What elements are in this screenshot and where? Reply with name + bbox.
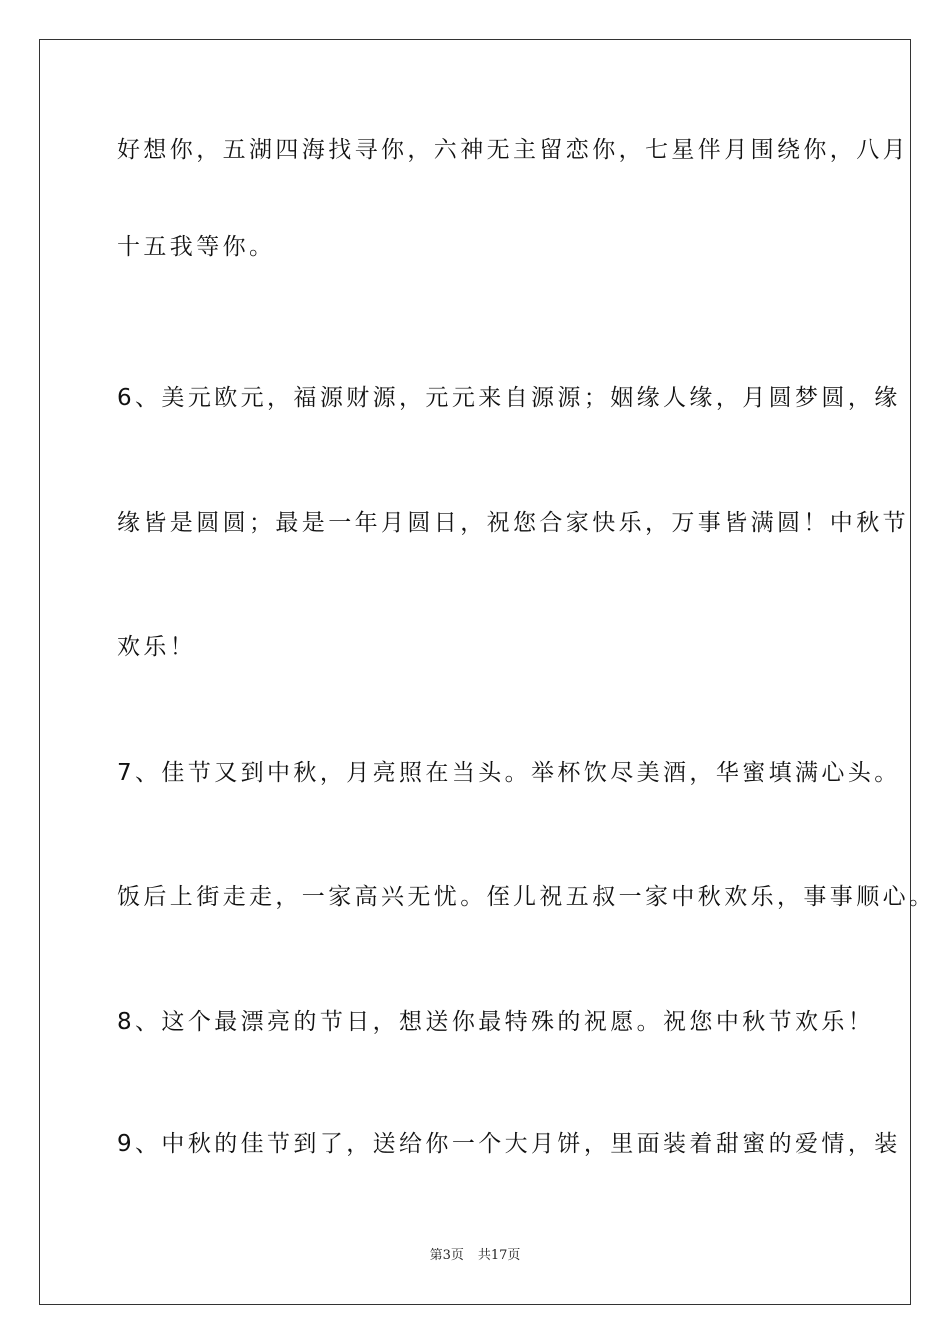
text-line-5: 欢乐！: [117, 634, 197, 660]
text-line-2: 十五我等你。: [117, 234, 276, 260]
text-line-8: 8、这个最漂亮的节日，想送你最特殊的祝愿。祝您中秋节欢乐！: [117, 1009, 875, 1035]
text-line-3: 6、美元欧元，福源财源，元元来自源源；姻缘人缘，月圆梦圆，缘: [117, 385, 901, 411]
text-line-1: 好想你，五湖四海找寻你，六神无主留恋你，七星伴月围绕你，八月: [117, 137, 909, 163]
total-pages-label: 共17页: [477, 1248, 521, 1263]
text-line-4: 缘皆是圆圆；最是一年月圆日，祝您合家快乐，万事皆满圆！中秋节: [117, 510, 909, 536]
current-page-label: 第3页: [429, 1248, 464, 1263]
page-frame: [39, 39, 911, 1305]
text-line-9: 9、中秋的佳节到了，送给你一个大月饼，里面装着甜蜜的爱情，装: [117, 1131, 901, 1157]
page-footer: [0, 1249, 950, 1262]
text-line-6: 7、佳节又到中秋，月亮照在当头。举杯饮尽美酒，华蜜填满心头。: [117, 760, 901, 786]
text-line-7: 饭后上街走走，一家高兴无忧。侄儿祝五叔一家中秋欢乐，事事顺心。: [117, 884, 936, 910]
